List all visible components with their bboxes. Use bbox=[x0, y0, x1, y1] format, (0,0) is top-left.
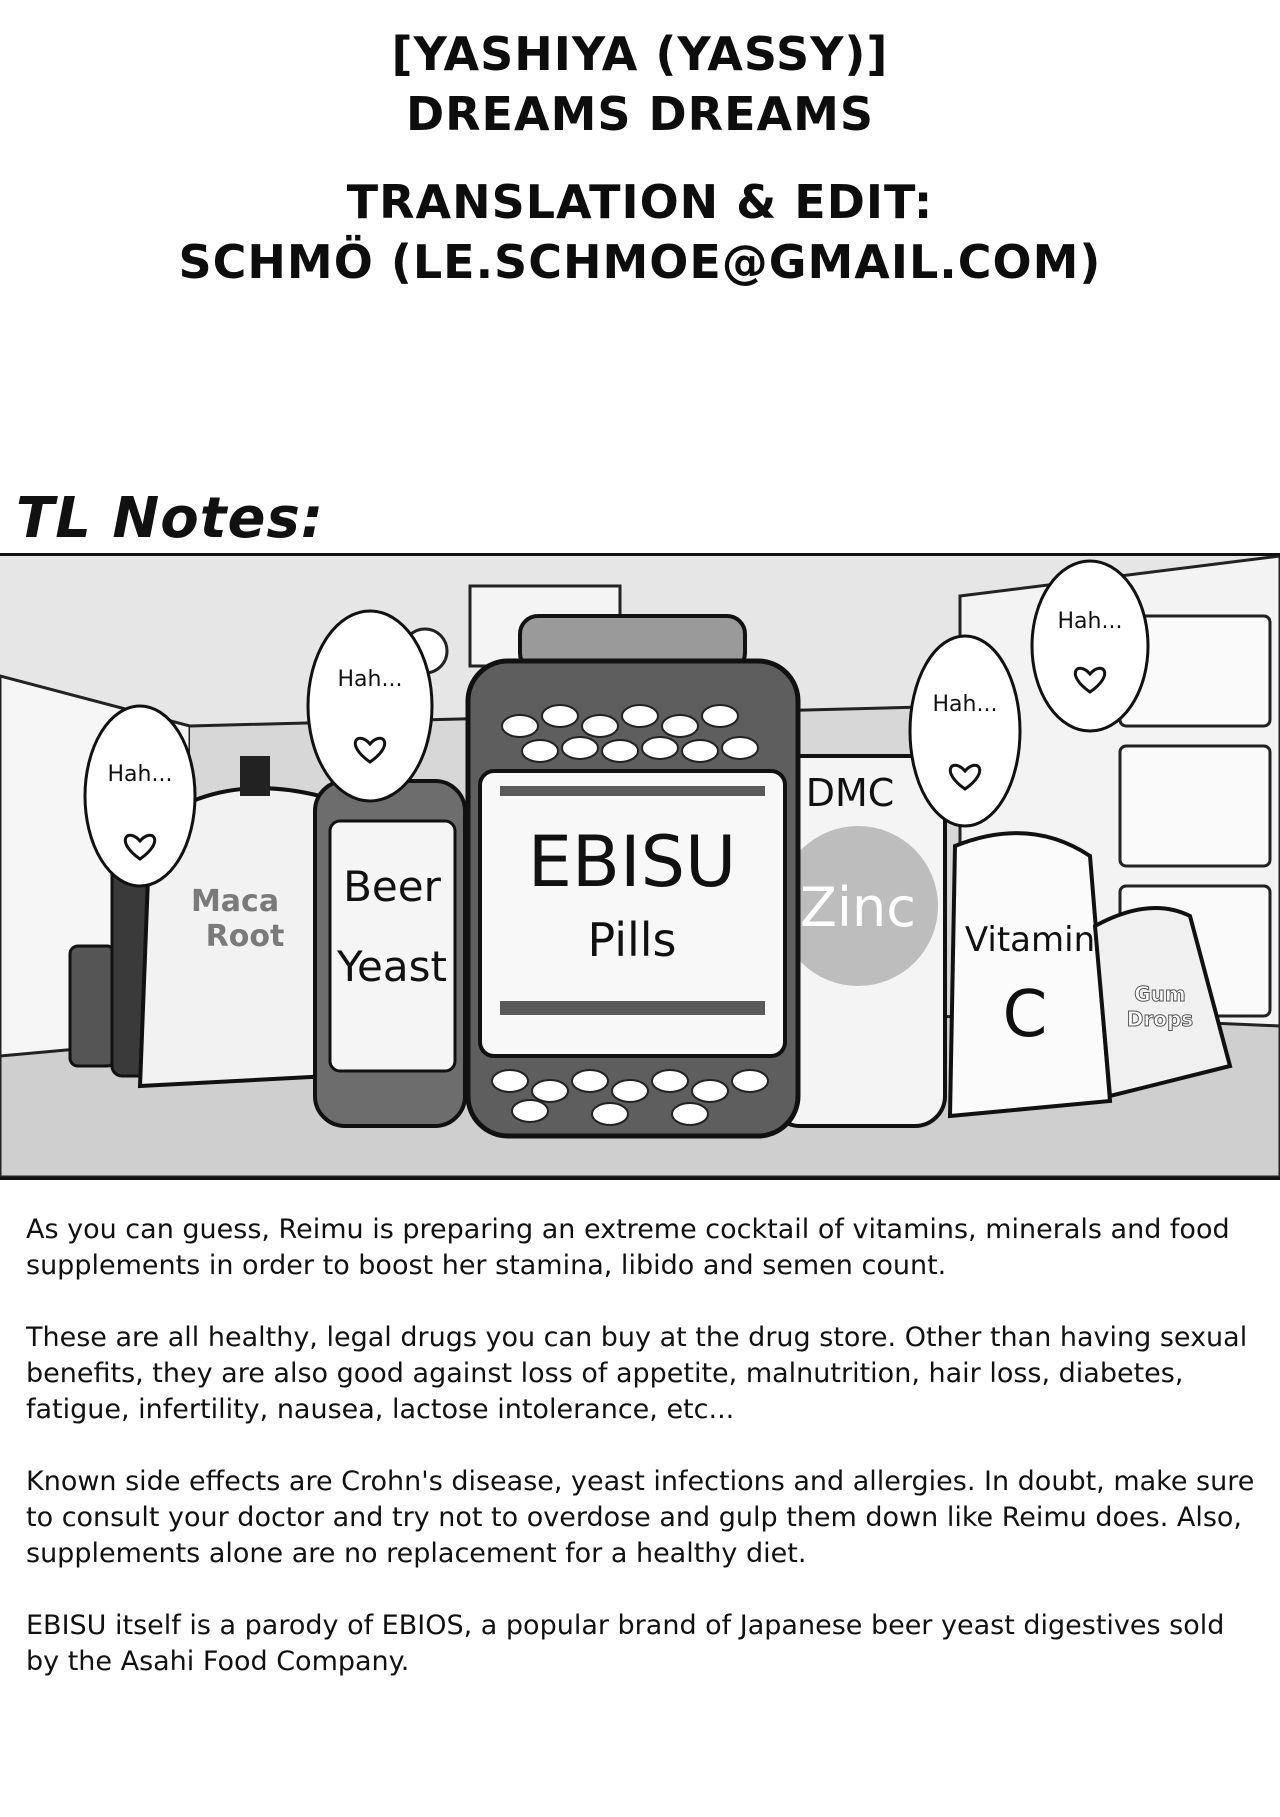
speech-bubble bbox=[910, 636, 1020, 826]
note-paragraph-1: As you can guess, Reimu is preparing an extreme cocktail of vitamins, minerals and food supplements in order to boost her stamina, libido and semen count. bbox=[26, 1214, 1230, 1281]
vitc-label-1: Vitamin bbox=[964, 920, 1096, 960]
ebisu-label: EBISU bbox=[527, 821, 737, 903]
vitamin-c-bag bbox=[950, 833, 1110, 1116]
note-paragraph-2: These are all healthy, legal drugs you can buy at the drug store. Other than having sexual benefits, they are also good against loss of appetite, malnutrition, hair loss, diabetes, fatigue, infertility, nausea, lactose intolerance, etc... bbox=[26, 1322, 1248, 1425]
gum-label-2: Drops bbox=[1126, 1007, 1194, 1031]
speech-bubble bbox=[308, 611, 432, 801]
note-paragraph-4: EBISU itself is a parody of EBIOS, a popular brand of Japanese beer yeast digestives sold by the Asahi Food Company. bbox=[26, 1610, 1225, 1677]
pills-label: Pills bbox=[587, 913, 677, 967]
work-title: DREAMS DREAMS bbox=[405, 87, 875, 141]
speech-bubble bbox=[85, 706, 195, 886]
illustration-panel bbox=[0, 553, 1280, 1180]
bag-clip bbox=[240, 756, 270, 796]
circle-name: [YASHIYA (YASSY)] bbox=[391, 27, 889, 81]
gum-label-1: Gum bbox=[1134, 982, 1186, 1006]
bubble-text: Hah... bbox=[932, 692, 998, 717]
dmc-label: DMC bbox=[805, 771, 895, 815]
credits-block bbox=[0, 24, 1280, 292]
beer-label-2: Yeast bbox=[336, 942, 448, 991]
maca-label-1: Maca bbox=[190, 884, 280, 919]
credit-role: TRANSLATION & EDIT: bbox=[346, 175, 934, 229]
shelf-illustration bbox=[0, 556, 1280, 1177]
bubble-text: Hah... bbox=[1057, 609, 1123, 634]
note-paragraph-3: Known side effects are Crohn's disease, yeast infections and allergies. In doubt, make sure to consult your doctor and try not to overdose and gulp them down like Reimu does. Also, supplements alone are no replacement for a healthy diet. bbox=[26, 1466, 1255, 1569]
vitc-label-2: C bbox=[1002, 978, 1048, 1052]
beer-label-1: Beer bbox=[343, 862, 441, 911]
tl-notes-heading: TL Notes: bbox=[16, 486, 325, 551]
translator-credit: SCHMÖ (LE.SCHMOE@GMAIL.COM) bbox=[178, 235, 1102, 289]
tl-notes-body bbox=[26, 1212, 1258, 1716]
maca-label-2: Root bbox=[205, 919, 285, 954]
bubble-text: Hah... bbox=[107, 762, 173, 787]
bubble-text: Hah... bbox=[337, 667, 403, 692]
zinc-label: Zinc bbox=[800, 876, 916, 939]
small-bottle bbox=[70, 946, 115, 1066]
speech-bubble bbox=[1032, 561, 1148, 731]
